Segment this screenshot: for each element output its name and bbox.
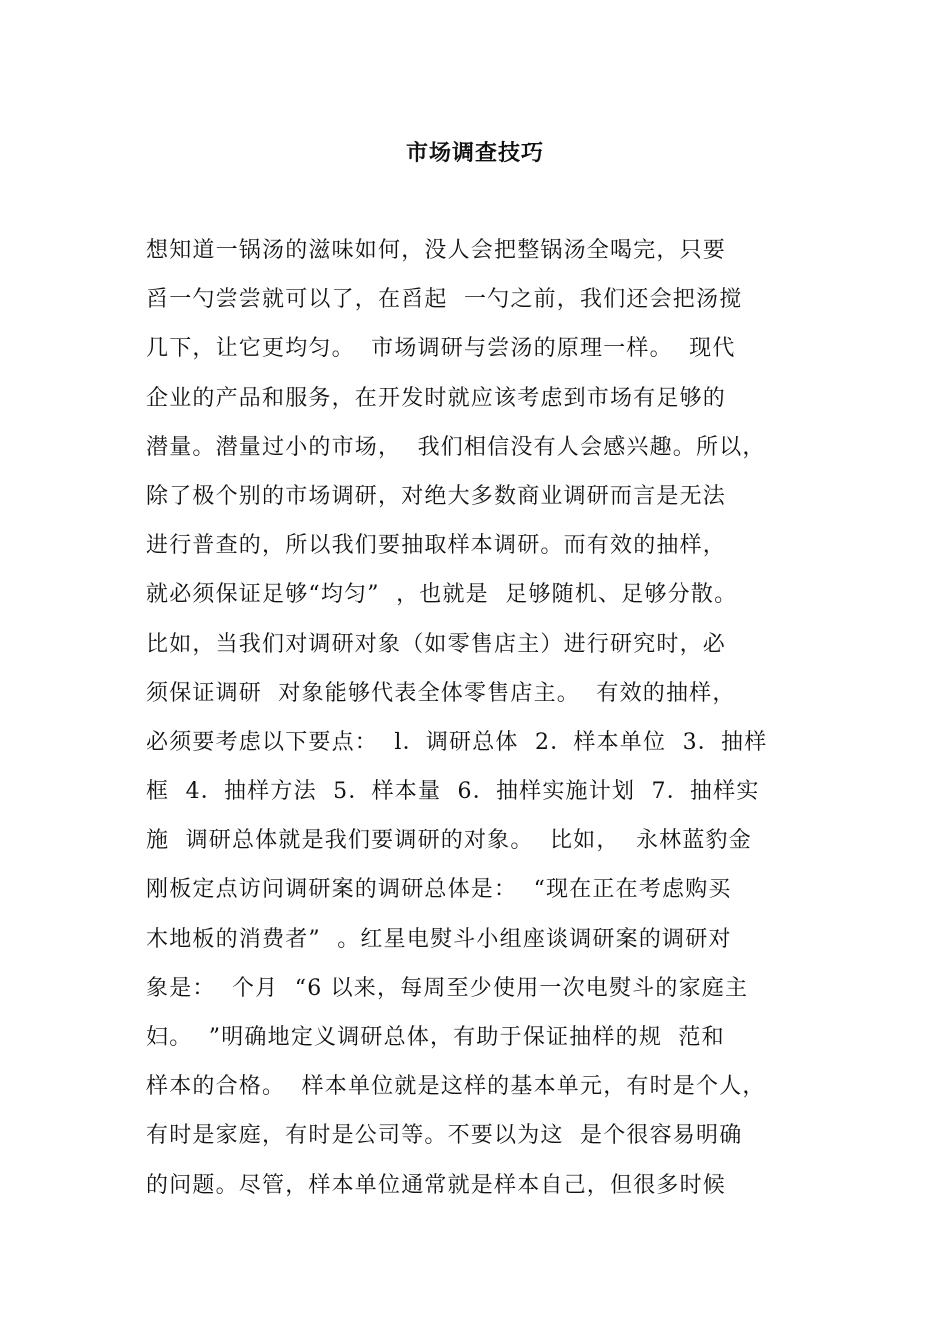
text-line: 潜量。潜量过小的市场， 我们相信没有人会感兴趣。所以，	[146, 434, 766, 460]
text-line: 必须要考虑以下要点： l．调研总体 2．样本单位 3．抽样	[146, 729, 768, 755]
text-line: 几下，让它更均匀。 市场调研与尝汤的原理一样。 现代	[146, 336, 736, 362]
text-line: 比如，当我们对调研对象（如零售店主）进行研究时，必	[146, 631, 727, 657]
text-line: 刚板定点访问调研案的调研总体是： “现在正在考虑购买	[146, 877, 732, 903]
text-line: 舀一勺尝尝就可以了，在舀起 一勺之前，我们还会把汤搅	[146, 287, 743, 313]
text-line: 样本的合格。 样本单位就是这样的基本单元，有时是个人，	[146, 1074, 766, 1100]
text-line: 进行普查的，所以我们要抽取样本调研。而有效的抽样，	[146, 533, 727, 559]
text-line: 框 4．抽样方法 5．样本量 6．抽样实施计划 7．抽样实	[146, 779, 760, 805]
text-line: 象是： 个月 “6 以来，每周至少使用一次电熨斗的家庭主	[146, 975, 749, 1001]
page-title: 市场调查技巧	[405, 140, 544, 166]
text-line: 企业的产品和服务，在开发时就应该考虑到市场有足够的	[146, 385, 727, 411]
text-line: 的问题。尽管，样本单位通常就是样本自己，但很多时候	[146, 1172, 727, 1198]
text-line: 除了极个别的市场调研，对绝大多数商业调研而言是无法	[146, 483, 727, 509]
text-line: 须保证调研 对象能够代表全体零售店主。 有效的抽样，	[146, 680, 736, 706]
text-line: 施 调研总体就是我们要调研的对象。 比如， 永林蓝豹金	[146, 828, 752, 854]
text-line: 就必须保证足够“均匀” ，也就是 足够随机、足够分散。	[146, 582, 738, 608]
body-paragraph	[146, 233, 846, 1217]
text-line: 想知道一锅汤的滋味如何，没人会把整锅汤全喝完，只要	[146, 238, 727, 263]
text-line: 有时是家庭，有时是公司等。不要以为这 是个很容易明确	[146, 1123, 743, 1149]
text-line: 妇。 ”明确地定义调研总体，有助于保证抽样的规 范和	[146, 1025, 725, 1050]
text-line: 木地板的消费者” 。红星电熨斗小组座谈调研案的调研对	[146, 926, 732, 952]
